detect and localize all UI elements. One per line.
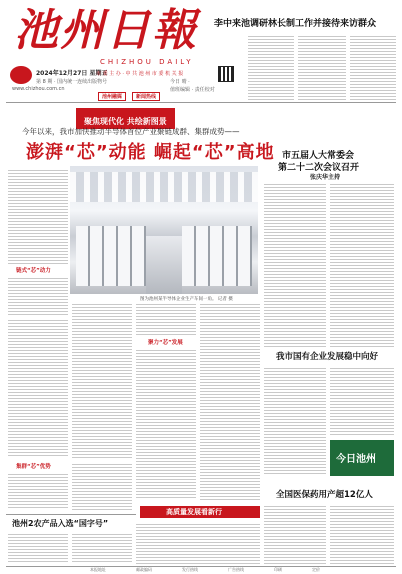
side-byline: 张庆华主持: [310, 174, 341, 181]
main-headline: 澎湃“芯”动能 崛起“芯”高地: [26, 142, 275, 163]
main-body-col-3: [136, 302, 196, 336]
photo-caption: 图为池州某半导体企业生产车间一角。 记者 摄: [140, 297, 233, 302]
section-head-2: 集群“芯”优势: [16, 464, 51, 470]
main-body-col-4: [200, 302, 260, 500]
top-story-text-col-2: [298, 34, 346, 100]
footer-item: 定价: [312, 567, 320, 572]
top-story-text-col-3: [350, 34, 396, 100]
main-lead-col-2: [8, 276, 68, 316]
agri-text-col-1: [264, 366, 326, 476]
photo-aisle: [146, 236, 182, 294]
footer-item: 广告热线: [228, 567, 244, 572]
section-head-1: 链式“芯”动力: [16, 268, 51, 274]
main-body-col-3b: [136, 348, 196, 500]
masthead-logo-mark: [10, 66, 32, 84]
badge-hotline: 新闻热线: [132, 92, 160, 101]
top-story-text-col-1: [248, 34, 294, 100]
top-story-headline: 李中来池调研林长制工作并接待来访群众: [214, 19, 377, 29]
main-body-col-2b: [72, 462, 132, 510]
footer: [90, 567, 320, 574]
kicker-text: 聚焦现代化 共绘新图景: [84, 117, 167, 126]
main-photo: [70, 166, 258, 294]
photo-machines-left: [76, 226, 146, 286]
photo-ceiling-lights: [70, 172, 258, 202]
footer-item: 发行热线: [182, 567, 198, 572]
bottom-divider: [6, 514, 136, 515]
insurance-headline: 全国医保药用产超12亿人: [276, 490, 373, 500]
badge-rongmei: 池州融媒: [98, 92, 126, 101]
qr-code: [218, 66, 234, 82]
motto: 市 委 主 办 · 中 共 池 州 市 委 机 关 报: [96, 71, 184, 77]
footer-item: 本报地址: [90, 567, 106, 572]
logo-box-text: 今日池州: [336, 454, 376, 465]
side-headline-1: 市五届人大常委会: [282, 151, 355, 161]
photo-machines-right: [182, 226, 252, 286]
insurance-text-col-2: [330, 504, 394, 564]
issue-info: 第 8 期 · 国内统一连续出版物号: [36, 79, 108, 85]
banner: [140, 506, 260, 518]
masthead-divider: [6, 102, 396, 103]
main-body-col-1b: [8, 472, 68, 510]
agri-text-col-2: [330, 366, 394, 436]
side-text-col-2: [330, 182, 394, 348]
footer-item: 印刷: [274, 567, 282, 572]
agri-headline: 我市国有企业发展稳中向好: [276, 352, 379, 362]
side-text-col-1: [264, 182, 326, 348]
insurance-text-col-1: [264, 504, 326, 564]
bottom-left-text-col-2: [72, 532, 132, 564]
masthead-pinyin: CHIZHOU DAILY: [100, 58, 194, 66]
footer-item: 邮政编码: [136, 567, 152, 572]
bottom-left-text-col-1: [8, 532, 68, 564]
date-line: 2024年12月27日 星期五: [36, 70, 108, 77]
main-lead-col: [8, 168, 68, 264]
side-headline-2: 第二十二次会议召开: [278, 163, 360, 173]
editor-line: 值班编辑 · 责任校对: [170, 87, 215, 93]
section-head-3: 聚力“芯”发展: [148, 340, 183, 346]
masthead-title: 池州日報: [14, 5, 198, 56]
logo-box: [330, 440, 394, 476]
bottom-left-headline: 池州2农产品入选“国字号”: [12, 519, 109, 528]
main-body-col-2: [72, 302, 132, 458]
bottom-mid-text-col: [136, 522, 260, 564]
main-body-col-1: [8, 318, 68, 458]
main-subhead: 今年以来，我市加快推动半导体首位产业聚链成群、集群成势——: [22, 127, 240, 136]
site-url: www.chizhou.com.cn: [12, 86, 65, 92]
weather: 今日 晴 ·: [170, 79, 190, 85]
banner-text: 高质量发展看新行: [166, 508, 222, 516]
